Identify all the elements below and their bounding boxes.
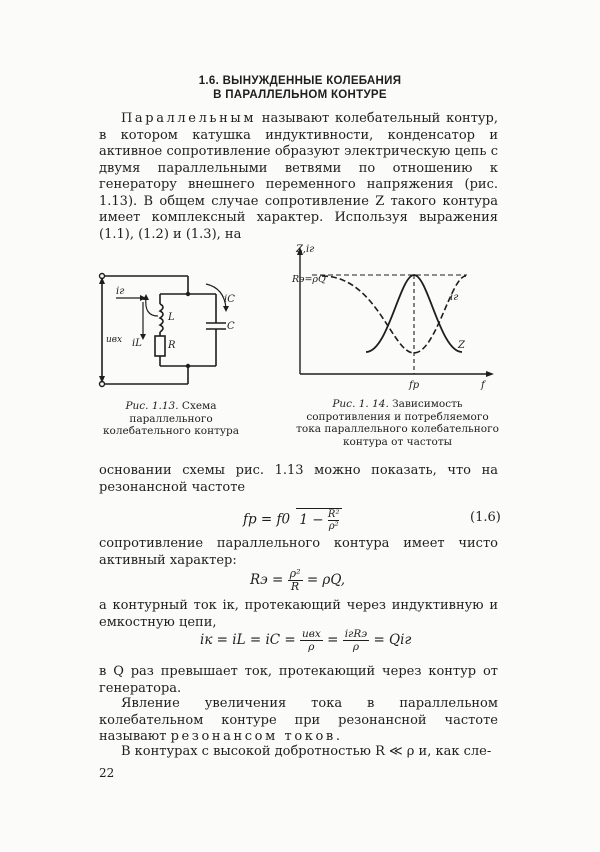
paragraph-6-text: Явление увеличения тока в параллельном колебательном контуре при резонансной частоте называют: [99, 696, 498, 744]
paragraph-6: [99, 696, 498, 746]
paragraph-7: [99, 744, 498, 761]
formula-1-6-numerator: R²: [327, 509, 340, 520]
ic-arrowhead: [223, 306, 229, 312]
label-il: iL: [132, 338, 142, 349]
level-label: Rэ=ρQ: [292, 274, 326, 285]
paragraph-2: основании схемы рис. 1.13 можно показать, что на резонансной частоте: [99, 463, 498, 495]
formula-1-6-lhs: fр = f0: [243, 511, 291, 528]
paragraph-1-text: называют колебательный контур, в котором катушка индуктивности, конденсатор и активное сопротивление образуют электрическую цепь с двумя параллельными ветвями по отношению к генератору внешнего переменного напряжения (рис. 1.13). В общем случае сопротивление Z такого контура имеет комплексный характер. Используя выражения (1.1), (1.2) и (1.3), на: [99, 111, 498, 242]
formula-ik-denominator-2: ρ: [352, 641, 360, 653]
paragraph-7-text: В контурах с высокой добротностью R ≪ ρ и, как сле-: [121, 744, 492, 759]
formula-ik-fraction-1: [300, 628, 323, 653]
formula-1-6-denominator: ρ²: [328, 521, 339, 532]
figure-1-14-caption: [295, 398, 500, 448]
formula-re-denominator: R: [290, 580, 300, 593]
formula-re-numerator: ρ²: [289, 567, 301, 580]
figure-1-14-number: Рис. 1. 14.: [332, 398, 389, 410]
label-c: C: [227, 321, 235, 332]
paragraph-5: в Q раз превышает ток, протекающий через контур от генератора.: [99, 664, 498, 696]
formula-ik-rhs: = Qiг: [373, 632, 412, 648]
label-l: L: [168, 312, 175, 323]
current-curve-ig: [322, 276, 466, 353]
formula-loop-current: iк = iL = iC = uвх ρ = iгRэ ρ = Qiг: [200, 628, 412, 653]
formula-1-6-fraction: [328, 509, 340, 532]
inductor-coil: [160, 304, 163, 332]
section-title: [150, 74, 450, 102]
formula-re-fraction: [288, 568, 303, 593]
figure-1-14-text: Зависимость сопротивления и потребляемого тока параллельного колебательного контура от частоты: [296, 398, 499, 448]
formula-re-rhs: = ρQ,: [306, 572, 346, 588]
formula-1-6: [243, 508, 342, 532]
formula-1-6-root: [296, 508, 342, 532]
formula-ik-numerator-1: uвх: [302, 628, 321, 640]
resistor: [155, 336, 165, 356]
figure-1-13-text: Схема параллельного колебательного контура: [102, 400, 240, 437]
y-axis-label: Z,iг: [296, 244, 315, 255]
figure-1-13-number: Рис. 1.13.: [125, 400, 179, 412]
curve-label-ig: iг: [450, 292, 459, 303]
paragraph-1: [99, 111, 498, 243]
label-ic: iC: [224, 294, 235, 305]
formula-1-6-one: 1 −: [299, 512, 324, 528]
figure-1-13-circuit: [96, 266, 246, 396]
paragraph-4: а контурный ток iк, протекающий через индуктивную и емкостную цепи,: [99, 598, 498, 630]
formula-ik-numerator-2: iгRэ: [344, 628, 368, 640]
term-parallel: Параллельным: [121, 111, 257, 126]
formula-re-lhs: Rэ =: [250, 572, 284, 588]
formula-ik-lhs: iк = iL = iC =: [200, 632, 296, 648]
label-r: R: [168, 340, 176, 351]
x-axis-arrowhead: [486, 371, 494, 377]
term-current-resonance: резонансом токов.: [170, 729, 343, 744]
section-title-line-1: 1.6. ВЫНУЖДЕННЫЕ КОЛЕБАНИЯ: [198, 75, 402, 87]
equation-number: (1.6): [470, 510, 501, 525]
formula-ik-denominator-1: ρ: [308, 641, 315, 653]
formula-ik-fraction-2: [343, 628, 369, 653]
node-bottom: [186, 364, 190, 368]
section-title-line-2: В ПАРАЛЛЕЛЬНОМ КОНТУРЕ: [213, 89, 387, 101]
paragraph-3: сопротивление параллельного контура имеет чисто активный характер:: [99, 536, 498, 568]
page-number: 22: [99, 766, 115, 780]
figure-1-13-caption: [96, 400, 246, 438]
label-u: uвх: [106, 335, 123, 345]
fp-label: fр: [409, 380, 420, 390]
figure-1-14-graph: [282, 238, 497, 390]
loop-arrow: [146, 298, 158, 316]
formula-resistance: [250, 568, 345, 593]
label-ig: iг: [116, 286, 125, 297]
curve-label-z: Z: [458, 340, 465, 351]
f-label: f: [481, 380, 485, 390]
node-top: [186, 292, 190, 296]
